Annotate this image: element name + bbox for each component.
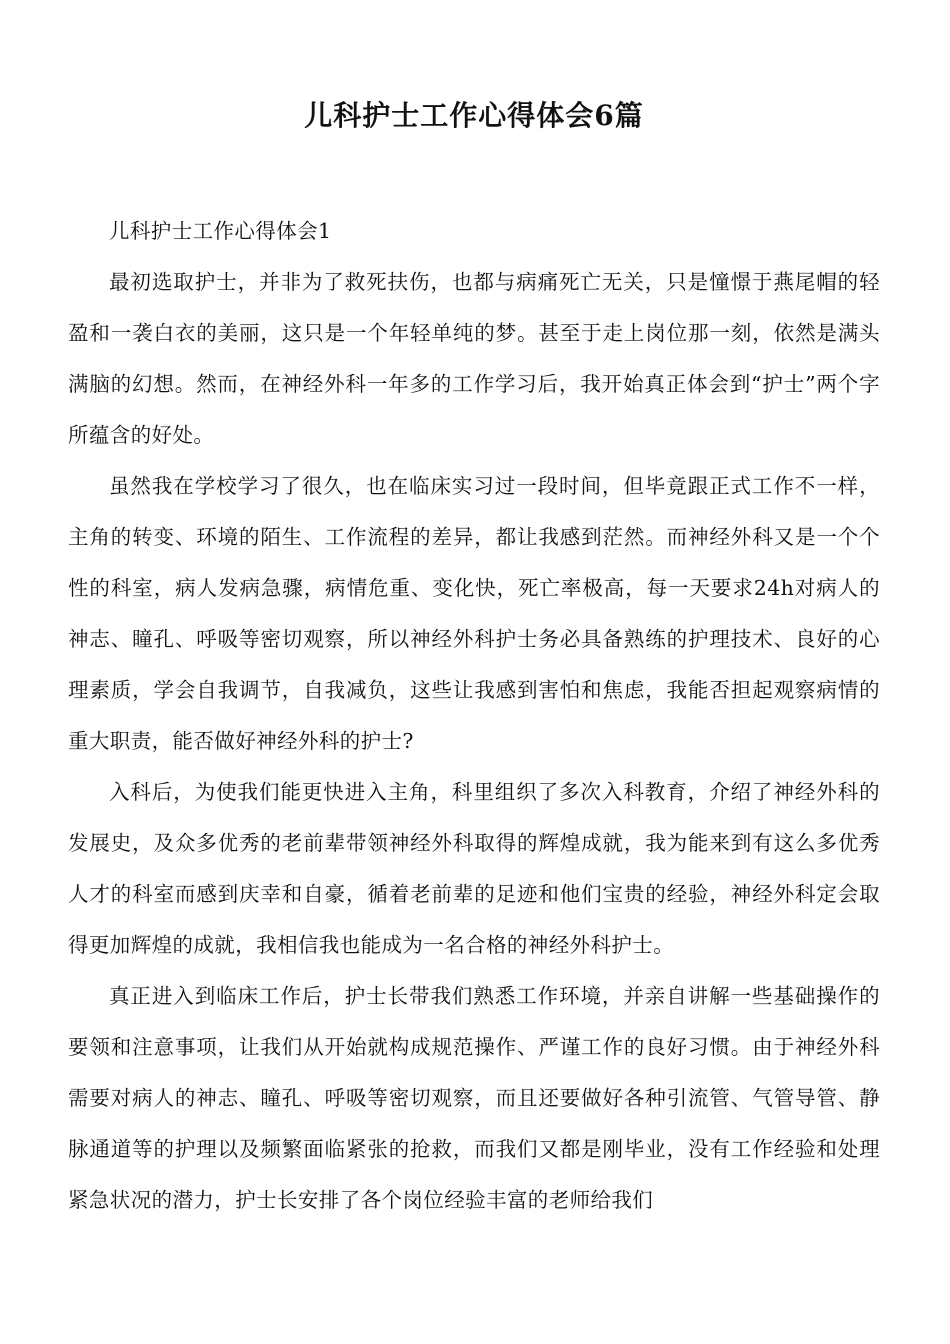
paragraph-3: 入科后，为使我们能更快进入主角，科里组织了多次入科教育，介绍了神经外科的发展史，及众多优秀的老前辈带领神经外科取得的辉煌成就，我为能来到有这么多优秀人才的科室而感到庆幸和自豪，循着老前辈的足迹和他们宝贵的经验，神经外科定会取得更加辉煌的成就，我相信我也能成为一名合格的神经外科护士。 [68, 780, 880, 957]
paragraph-2: 虽然我在学校学习了很久，也在临床实习过一段时间，但毕竟跟正式工作不一样，主角的转变、环境的陌生、工作流程的差异，都让我感到茫然。而神经外科又是一个个性的科室，病人发病急骤，病情危重、变化快，死亡率极高，每一天要求24h对病人的神志、瞳孔、呼吸等密切观察，所以神经外科护士务必具备熟练的护理技术、良好的心理素质，学会自我调节，自我减负，这些让我感到害怕和焦虑，我能否担起观察病情的重大职责，能否做好神经外科的护士? [68, 474, 880, 753]
document-title: 儿科护士工作心得体会6篇 [304, 99, 644, 132]
paragraph-4: 真正进入到临床工作后，护士长带我们熟悉工作环境，并亲自讲解一些基础操作的要领和注意事项，让我们从开始就构成规范操作、严谨工作的良好习惯。由于神经外科需要对病人的神志、瞳孔、呼吸等密切观察，而且还要做好各种引流管、气管导管、静脉通道等的护理以及频繁面临紧张的抢救，而我们又都是刚毕业，没有工作经验和处理紧急状况的潜力，护士长安排了各个岗位经验丰富的老师给我们 [68, 984, 880, 1212]
document-body [68, 206, 880, 1226]
section-heading: 儿科护士工作心得体会1 [109, 219, 332, 243]
paragraph-1: 最初选取护士，并非为了救死扶伤，也都与病痛死亡无关，只是憧憬于燕尾帽的轻盈和一袭白衣的美丽，这只是一个年轻单纯的梦。甚至于走上岗位那一刻，依然是满头满脑的幻想。然而，在神经外科一年多的工作学习后，我开始真正体会到“护士”两个字所蕴含的好处。 [68, 270, 880, 447]
